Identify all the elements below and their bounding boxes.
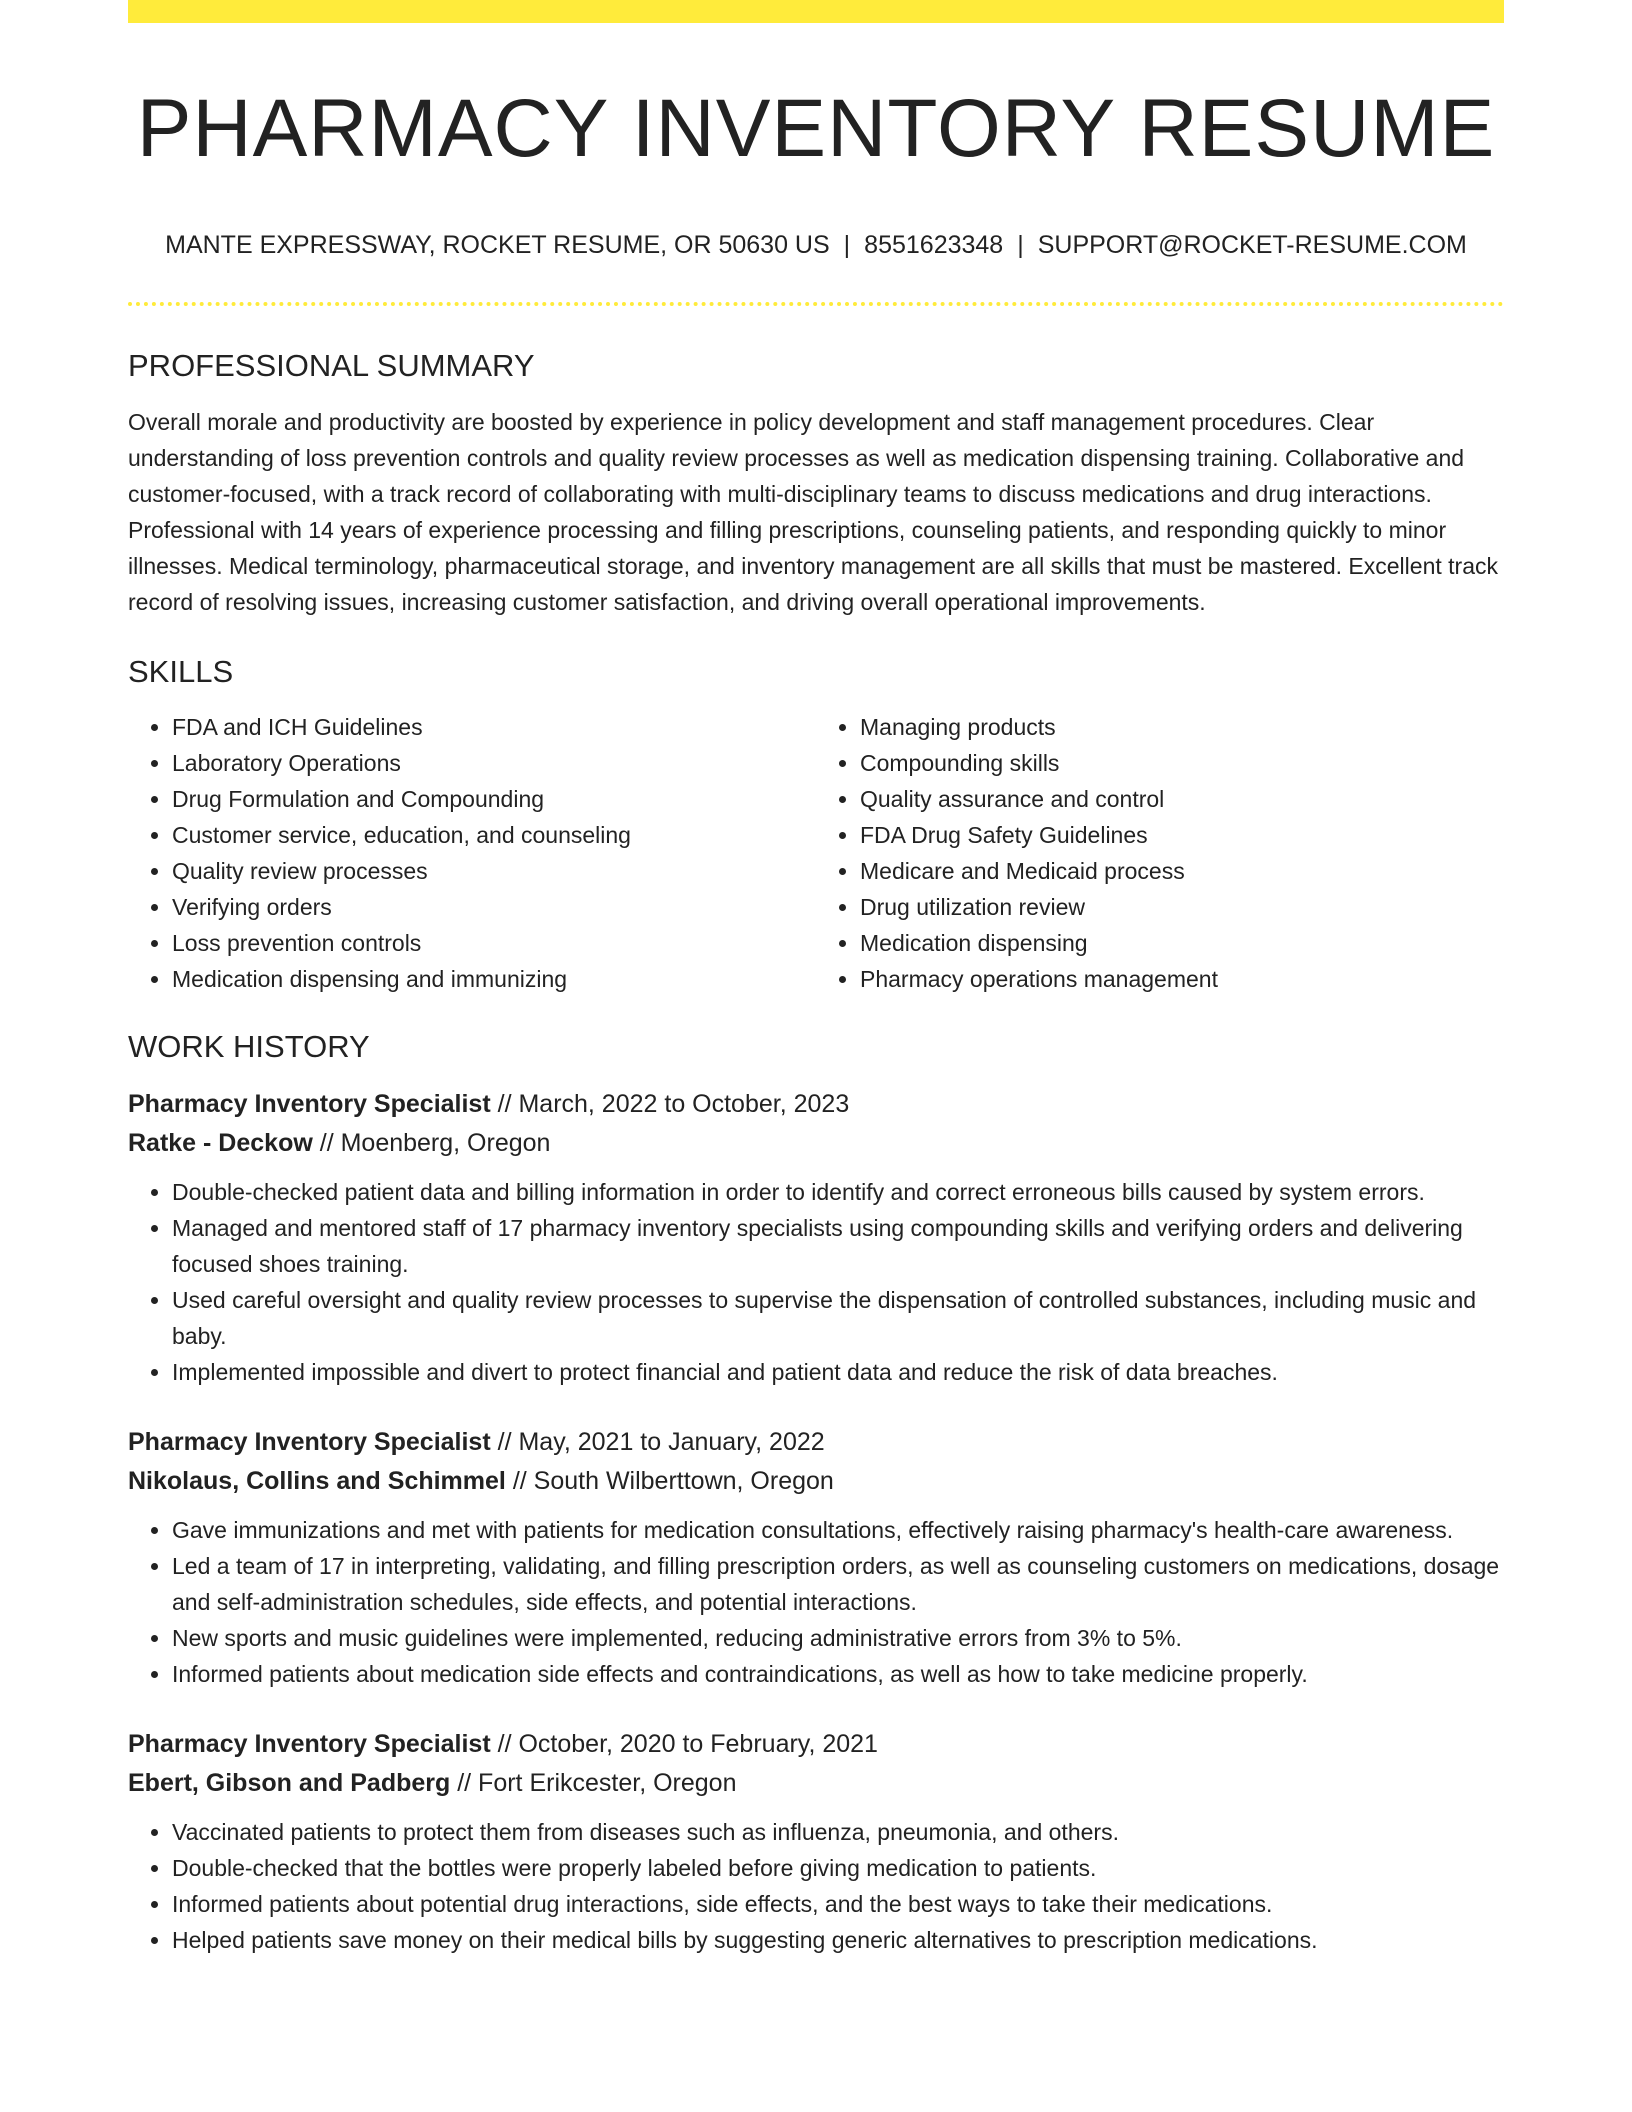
job-title-line [128,1725,1504,1764]
contact-separator: | [843,231,851,259]
job-bullet: • New sports and music guidelines were implemented, reducing administrative errors from 3% to 5%. [172,1620,1504,1656]
job-bullets [128,1512,1504,1692]
resume-page [128,0,1504,1958]
job-title: Pharmacy Inventory Specialist [128,1730,491,1758]
job-bullets [128,1174,1504,1390]
job-location: // South Wilberttown, Oregon [512,1467,834,1495]
skill-item: • Loss prevention controls [172,925,816,961]
resume-title: PHARMACY INVENTORY RESUME [136,83,1496,174]
job-company-line [128,1764,1504,1803]
job-bullet: • Double-checked patient data and billing information in order to identify and correct erroneous bills caused by system errors. [172,1174,1504,1210]
job-company: Ratke - Deckow [128,1129,313,1157]
skills-columns [128,709,1504,997]
skill-item: • Compounding skills [860,745,1504,781]
skill-item: • FDA Drug Safety Guidelines [860,817,1504,853]
job-company: Ebert, Gibson and Padberg [128,1769,451,1797]
job-company: Nikolaus, Collins and Schimmel [128,1467,506,1495]
job-location: // Fort Erikcester, Oregon [457,1769,737,1797]
job-bullet: • Helped patients save money on their medical bills by suggesting generic alternatives to prescription medications. [172,1922,1504,1958]
job-dates: // March, 2022 to October, 2023 [497,1090,850,1118]
job-entry [128,1725,1504,1958]
section-heading-work: WORK HISTORY [128,1029,370,1064]
skill-item: • Drug utilization review [860,889,1504,925]
skills-list-left [128,709,816,997]
skill-item: • Medication dispensing [860,925,1504,961]
job-bullet: • Implemented impossible and divert to protect financial and patient data and reduce the risk of data breaches. [172,1354,1504,1390]
job-dates: // October, 2020 to February, 2021 [497,1730,878,1758]
job-bullet: • Double-checked that the bottles were properly labeled before giving medication to patients. [172,1850,1504,1886]
accent-top-bar [128,0,1504,23]
skills-list-right [816,709,1504,997]
contact-email[interactable]: SUPPORT@ROCKET-RESUME.COM [1037,231,1467,259]
job-title-line [128,1085,1504,1124]
skill-item: • Quality assurance and control [860,781,1504,817]
contact-separator: | [1017,231,1024,259]
contact-address: MANTE EXPRESSWAY, ROCKET RESUME, OR 50630 US [165,231,830,259]
job-bullet: • Managed and mentored staff of 17 pharmacy inventory specialists using compounding skills and verifying orders and delivering focused shoes training. [172,1210,1504,1282]
skill-item: • Drug Formulation and Compounding [172,781,816,817]
skill-item: • Pharmacy operations management [860,961,1504,997]
skill-item: • Managing products [860,709,1504,745]
skill-item: • Laboratory Operations [172,745,816,781]
job-dates: // May, 2021 to January, 2022 [497,1428,825,1456]
summary-text: Overall morale and productivity are boosted by experience in policy development and staff management procedures. Clear understanding of loss prevention controls and quality review processes as well as medication dispensing training. Collaborative and customer-focused, with a track record of collaborating with multi-disciplinary teams to discuss medications and drug interactions. Professional with 14 years of experience processing and filling prescriptions, counseling patients, and responding quickly to minor illnesses. Medical terminology, pharmaceutical storage, and inventory management are all skills that must be mastered. Excellent track record of resolving issues, increasing customer satisfaction, and driving overall operational improvements. [128,409,1498,615]
job-title: Pharmacy Inventory Specialist [128,1428,491,1456]
job-company-line [128,1462,1504,1501]
section-heading-skills: SKILLS [128,654,234,689]
skill-item: • Verifying orders [172,889,816,925]
job-entry [128,1085,1504,1390]
job-bullet: • Informed patients about potential drug interactions, side effects, and the best ways to take their medications. [172,1886,1504,1922]
skill-item: • Medication dispensing and immunizing [172,961,816,997]
job-company-line [128,1124,1504,1163]
skill-item: • Medicare and Medicaid process [860,853,1504,889]
skills-section [128,656,1504,997]
job-bullets [128,1814,1504,1958]
professional-summary-section [128,350,1504,620]
job-bullet: • Gave immunizations and met with patients for medication consultations, effectively raising pharmacy's health-care awareness. [172,1512,1504,1548]
skill-item: • Quality review processes [172,853,816,889]
job-bullet: • Vaccinated patients to protect them from diseases such as influenza, pneumonia, and others. [172,1814,1504,1850]
job-title-line [128,1423,1504,1462]
section-heading-summary: PROFESSIONAL SUMMARY [128,348,535,383]
dotted-divider [128,302,1504,306]
job-entry [128,1423,1504,1692]
work-history-section [128,1031,1504,1958]
contact-phone[interactable]: 8551623348 [864,231,1004,259]
job-bullet: • Informed patients about medication side effects and contraindications, as well as how to take medicine properly. [172,1656,1504,1692]
job-location: // Moenberg, Oregon [319,1129,551,1157]
skill-item: • Customer service, education, and counseling [172,817,816,853]
job-bullet: • Used careful oversight and quality review processes to supervise the dispensation of controlled substances, including music and baby. [172,1282,1504,1354]
job-bullet: • Led a team of 17 in interpreting, validating, and filling prescription orders, as well as counseling customers on medications, dosage and self-administration schedules, side effects, and potential interactions. [172,1548,1504,1620]
contact-line [128,233,1504,258]
skill-item: • FDA and ICH Guidelines [172,709,816,745]
job-title: Pharmacy Inventory Specialist [128,1090,491,1118]
